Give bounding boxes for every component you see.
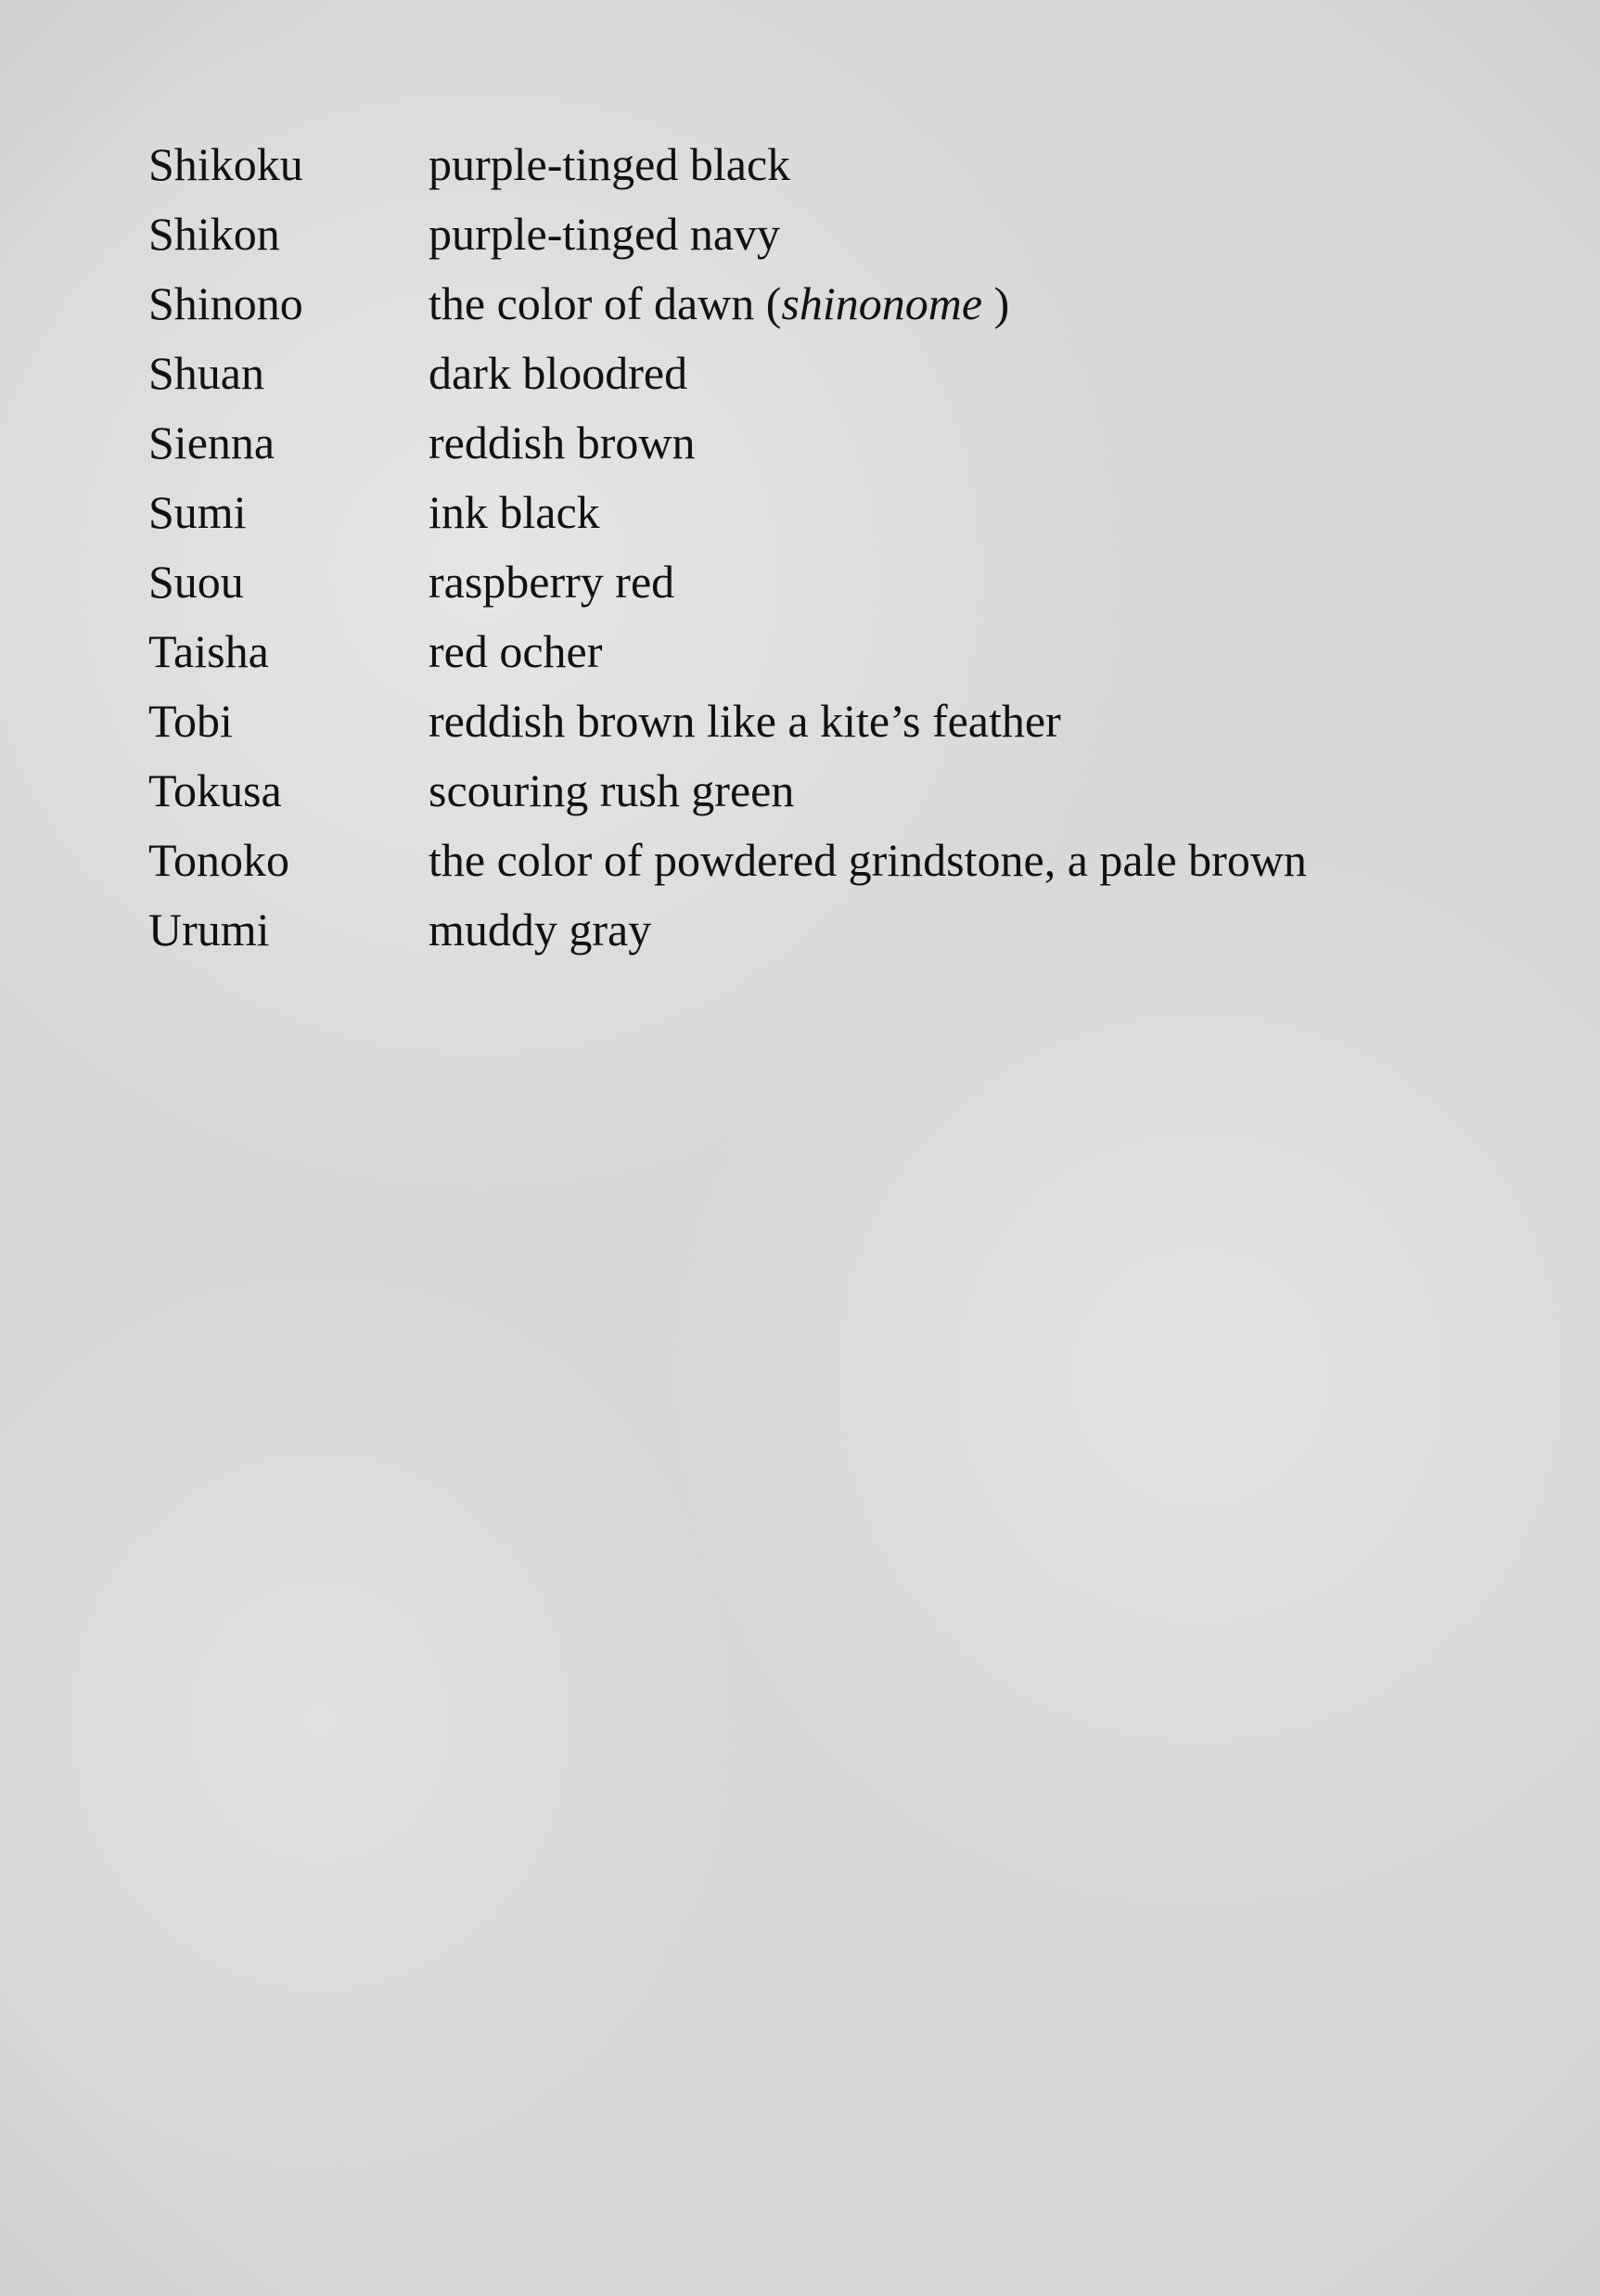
glossary-entry-tobi (148, 686, 1447, 756)
glossary-term: Shikon (148, 208, 280, 260)
glossary-definition: purple-tinged navy (429, 208, 781, 260)
glossary-entry-tonoko (148, 826, 1447, 895)
glossary-term: Suou (148, 556, 244, 608)
glossary-definition: scouring rush green (429, 764, 795, 816)
glossary-entry-urumi (148, 895, 1447, 965)
glossary-entry-shikoku (148, 130, 1447, 199)
glossary-term: Shikoku (148, 138, 303, 190)
glossary-term: Shinono (148, 277, 303, 329)
glossary-entry-shikon (148, 199, 1447, 269)
glossary-term: Tonoko (148, 834, 290, 886)
glossary-entry-sienna (148, 408, 1447, 478)
glossary-entry-shinono (148, 269, 1447, 339)
glossary-definition: raspberry red (429, 556, 675, 608)
definition-prefix: the color of dawn ( (429, 277, 782, 329)
definition-italic-term: shinonome (781, 277, 983, 329)
glossary-term: Shuan (148, 347, 264, 399)
definition-suffix: ) (982, 277, 1010, 329)
glossary-definition: muddy gray (429, 904, 652, 956)
glossary-term: Taisha (148, 625, 269, 677)
glossary-entry-sumi (148, 478, 1447, 547)
glossary-term: Sienna (148, 417, 275, 468)
glossary-definition (429, 269, 1447, 339)
glossary-entry-shuan (148, 339, 1447, 408)
glossary-entry-suou (148, 547, 1447, 617)
glossary-term: Tokusa (148, 764, 282, 816)
glossary-term: Tobi (148, 695, 233, 747)
color-glossary-list (148, 130, 1447, 965)
glossary-definition: reddish brown like a kite’s feather (429, 695, 1061, 747)
glossary-term: Sumi (148, 486, 247, 538)
glossary-term: Urumi (148, 904, 270, 956)
glossary-entry-taisha (148, 617, 1447, 686)
glossary-definition: ink black (429, 486, 600, 538)
glossary-definition: red ocher (429, 625, 603, 677)
glossary-definition: reddish brown (429, 417, 696, 468)
glossary-definition: purple-tinged black (429, 138, 791, 190)
glossary-entry-tokusa (148, 756, 1447, 826)
glossary-definition: the color of powdered grindstone, a pale brown (429, 834, 1307, 886)
glossary-definition: dark bloodred (429, 347, 688, 399)
